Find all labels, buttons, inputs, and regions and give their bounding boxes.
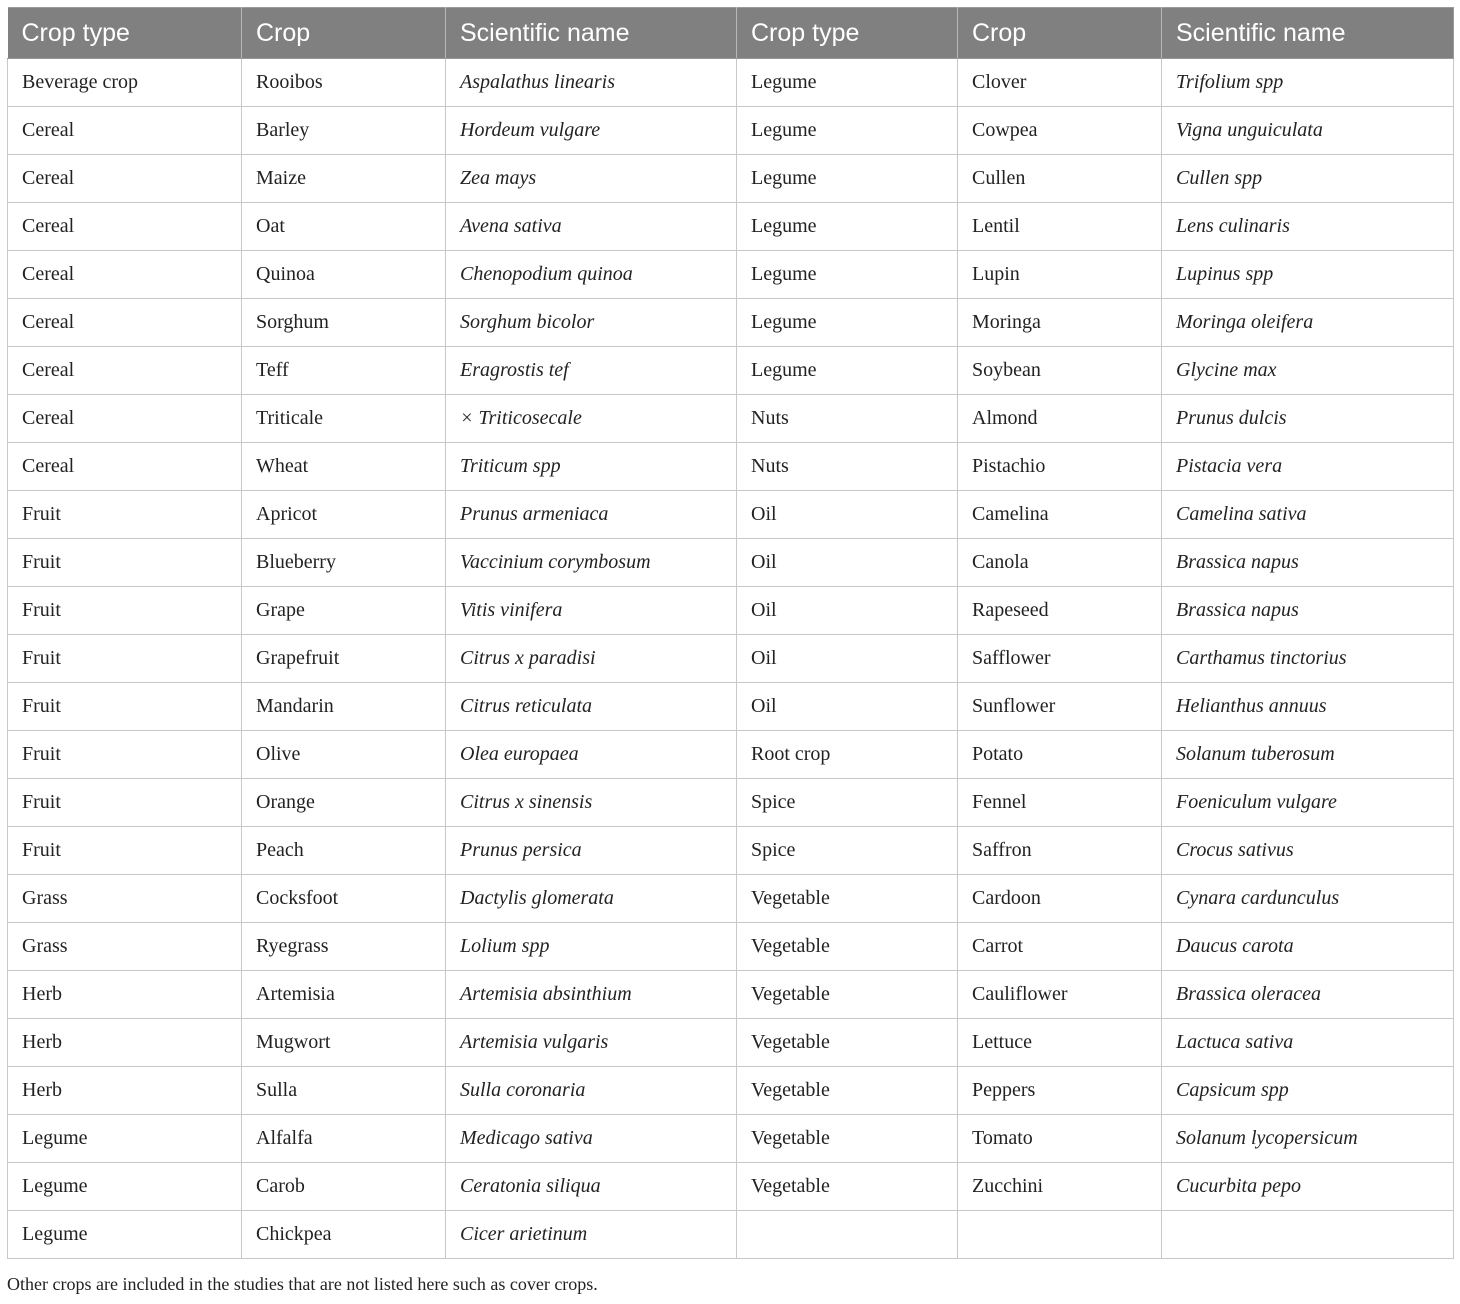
scientific-name-cell: Vigna unguiculata	[1162, 107, 1454, 155]
crop-cell: Blueberry	[242, 539, 446, 587]
scientific-name-cell: Cucurbita pepo	[1162, 1163, 1454, 1211]
table-row	[8, 971, 1454, 1019]
table-row	[8, 155, 1454, 203]
crop-type-cell: Fruit	[8, 827, 242, 875]
table-row	[8, 1115, 1454, 1163]
scientific-name-cell: Crocus sativus	[1162, 827, 1454, 875]
crop-cell: Cardoon	[958, 875, 1162, 923]
scientific-name-cell: Cynara cardunculus	[1162, 875, 1454, 923]
crop-type-cell: Oil	[737, 683, 958, 731]
scientific-name-cell: Solanum lycopersicum	[1162, 1115, 1454, 1163]
crop-type-cell: Cereal	[8, 443, 242, 491]
crop-type-cell: Grass	[8, 875, 242, 923]
table-row	[8, 683, 1454, 731]
header-crop-type: Crop type	[8, 8, 242, 59]
header-crop: Crop	[242, 8, 446, 59]
table-row	[8, 875, 1454, 923]
crop-cell: Lettuce	[958, 1019, 1162, 1067]
scientific-name-cell: Capsicum spp	[1162, 1067, 1454, 1115]
crop-type-cell: Legume	[737, 155, 958, 203]
crop-cell: Artemisia	[242, 971, 446, 1019]
crop-cell: Cauliflower	[958, 971, 1162, 1019]
crop-type-cell: Vegetable	[737, 971, 958, 1019]
crop-cell: Carrot	[958, 923, 1162, 971]
crop-type-cell	[737, 1211, 958, 1259]
crop-cell: Rapeseed	[958, 587, 1162, 635]
scientific-name-cell: Chenopodium quinoa	[446, 251, 737, 299]
crop-cell: Pistachio	[958, 443, 1162, 491]
scientific-name-cell: Prunus persica	[446, 827, 737, 875]
crop-type-cell: Cereal	[8, 107, 242, 155]
crop-cell: Barley	[242, 107, 446, 155]
crop-type-cell: Fruit	[8, 539, 242, 587]
crop-cell: Lentil	[958, 203, 1162, 251]
crop-cell: Quinoa	[242, 251, 446, 299]
crop-type-cell: Cereal	[8, 155, 242, 203]
crop-cell: Cullen	[958, 155, 1162, 203]
scientific-name-cell: Eragrostis tef	[446, 347, 737, 395]
header-row	[8, 8, 1454, 59]
crop-type-cell: Vegetable	[737, 923, 958, 971]
table-footnote: Other crops are included in the studies that are not listed here such as cover crops.	[7, 1274, 598, 1294]
crop-cell: Almond	[958, 395, 1162, 443]
crop-cell: Orange	[242, 779, 446, 827]
crop-type-cell: Legume	[737, 59, 958, 107]
crop-type-cell: Oil	[737, 635, 958, 683]
crop-type-cell: Legume	[8, 1163, 242, 1211]
crop-cell: Mandarin	[242, 683, 446, 731]
crop-cell: Oat	[242, 203, 446, 251]
table-row	[8, 923, 1454, 971]
crop-type-cell: Legume	[737, 299, 958, 347]
table-row	[8, 347, 1454, 395]
crop-cell: Canola	[958, 539, 1162, 587]
crop-cell: Mugwort	[242, 1019, 446, 1067]
crop-type-cell: Fruit	[8, 491, 242, 539]
crop-cell: Cocksfoot	[242, 875, 446, 923]
scientific-name-cell: Pistacia vera	[1162, 443, 1454, 491]
scientific-name-cell: Vaccinium corymbosum	[446, 539, 737, 587]
crop-cell: Sorghum	[242, 299, 446, 347]
scientific-name-cell: Prunus armeniaca	[446, 491, 737, 539]
crop-cell: Zucchini	[958, 1163, 1162, 1211]
crop-cell: Clover	[958, 59, 1162, 107]
scientific-name-cell: Lupinus spp	[1162, 251, 1454, 299]
crop-type-cell: Fruit	[8, 587, 242, 635]
scientific-name-cell: Brassica oleracea	[1162, 971, 1454, 1019]
crop-type-cell: Vegetable	[737, 1067, 958, 1115]
scientific-name-cell: Olea europaea	[446, 731, 737, 779]
crop-type-cell: Fruit	[8, 683, 242, 731]
table-row	[8, 1067, 1454, 1115]
crop-cell: Maize	[242, 155, 446, 203]
scientific-name-cell: Prunus dulcis	[1162, 395, 1454, 443]
crop-cell: Ryegrass	[242, 923, 446, 971]
crop-type-cell: Spice	[737, 827, 958, 875]
table-row	[8, 1211, 1454, 1259]
crop-cell: Peach	[242, 827, 446, 875]
scientific-name-cell: Helianthus annuus	[1162, 683, 1454, 731]
table-row	[8, 395, 1454, 443]
crop-cell: Saffron	[958, 827, 1162, 875]
scientific-name-cell: Vitis vinifera	[446, 587, 737, 635]
header-crop-2: Crop	[958, 8, 1162, 59]
crop-type-cell: Cereal	[8, 203, 242, 251]
scientific-name-cell: Citrus reticulata	[446, 683, 737, 731]
crop-type-cell: Fruit	[8, 731, 242, 779]
crop-type-cell: Legume	[737, 251, 958, 299]
scientific-name-cell: Lolium spp	[446, 923, 737, 971]
crop-cell: Camelina	[958, 491, 1162, 539]
table-row	[8, 587, 1454, 635]
scientific-name-cell: × Triticosecale	[446, 395, 737, 443]
table-row	[8, 539, 1454, 587]
crop-cell: Carob	[242, 1163, 446, 1211]
scientific-name-cell: Artemisia absinthium	[446, 971, 737, 1019]
crop-cell: Chickpea	[242, 1211, 446, 1259]
scientific-name-cell: Citrus x paradisi	[446, 635, 737, 683]
crop-type-cell: Oil	[737, 587, 958, 635]
table-row	[8, 443, 1454, 491]
table-row	[8, 731, 1454, 779]
scientific-name-cell: Zea mays	[446, 155, 737, 203]
crop-type-cell: Root crop	[737, 731, 958, 779]
scientific-name-cell: Moringa oleifera	[1162, 299, 1454, 347]
scientific-name-cell: Dactylis glomerata	[446, 875, 737, 923]
crop-cell: Cowpea	[958, 107, 1162, 155]
scientific-name-cell: Hordeum vulgare	[446, 107, 737, 155]
scientific-name-cell: Camelina sativa	[1162, 491, 1454, 539]
scientific-name-cell	[1162, 1211, 1454, 1259]
crop-cell: Sulla	[242, 1067, 446, 1115]
scientific-name-cell: Glycine max	[1162, 347, 1454, 395]
crop-type-cell: Fruit	[8, 635, 242, 683]
crop-cell: Moringa	[958, 299, 1162, 347]
crop-cell: Teff	[242, 347, 446, 395]
scientific-name-cell: Solanum tuberosum	[1162, 731, 1454, 779]
scientific-name-cell: Carthamus tinctorius	[1162, 635, 1454, 683]
crop-type-cell: Cereal	[8, 251, 242, 299]
crop-cell: Safflower	[958, 635, 1162, 683]
crop-cell	[958, 1211, 1162, 1259]
table-row	[8, 491, 1454, 539]
table-row	[8, 203, 1454, 251]
crop-cell: Wheat	[242, 443, 446, 491]
crop-cell: Peppers	[958, 1067, 1162, 1115]
crop-type-cell: Grass	[8, 923, 242, 971]
crop-cell: Grape	[242, 587, 446, 635]
crop-cell: Alfalfa	[242, 1115, 446, 1163]
header-crop-type-2: Crop type	[737, 8, 958, 59]
crop-type-cell: Fruit	[8, 779, 242, 827]
crop-type-cell: Cereal	[8, 299, 242, 347]
scientific-name-cell: Brassica napus	[1162, 539, 1454, 587]
scientific-name-cell: Aspalathus linearis	[446, 59, 737, 107]
scientific-name-cell: Brassica napus	[1162, 587, 1454, 635]
scientific-name-cell: Lactuca sativa	[1162, 1019, 1454, 1067]
crop-type-cell: Vegetable	[737, 1115, 958, 1163]
crop-cell: Tomato	[958, 1115, 1162, 1163]
crop-type-cell: Vegetable	[737, 1019, 958, 1067]
crop-cell: Triticale	[242, 395, 446, 443]
crop-cell: Olive	[242, 731, 446, 779]
table-row	[8, 107, 1454, 155]
crop-cell: Sunflower	[958, 683, 1162, 731]
scientific-name-cell: Foeniculum vulgare	[1162, 779, 1454, 827]
crop-cell: Soybean	[958, 347, 1162, 395]
scientific-name-cell: Trifolium spp	[1162, 59, 1454, 107]
scientific-name-cell: Lens culinaris	[1162, 203, 1454, 251]
table-body	[8, 59, 1454, 1259]
header-scientific-name: Scientific name	[446, 8, 737, 59]
table-row	[8, 299, 1454, 347]
crop-type-cell: Legume	[8, 1115, 242, 1163]
scientific-name-cell: Citrus x sinensis	[446, 779, 737, 827]
crop-type-cell: Legume	[737, 107, 958, 155]
scientific-name-cell: Avena sativa	[446, 203, 737, 251]
table-row	[8, 251, 1454, 299]
scientific-name-cell: Sulla coronaria	[446, 1067, 737, 1115]
crop-cell: Grapefruit	[242, 635, 446, 683]
crop-cell: Lupin	[958, 251, 1162, 299]
table-row	[8, 59, 1454, 107]
crop-type-cell: Oil	[737, 539, 958, 587]
table-row	[8, 1019, 1454, 1067]
header-scientific-name-2: Scientific name	[1162, 8, 1454, 59]
crop-cell: Apricot	[242, 491, 446, 539]
crop-type-cell: Oil	[737, 491, 958, 539]
scientific-name-cell: Sorghum bicolor	[446, 299, 737, 347]
scientific-name-cell: Artemisia vulgaris	[446, 1019, 737, 1067]
crop-type-cell: Vegetable	[737, 875, 958, 923]
crop-type-cell: Beverage crop	[8, 59, 242, 107]
crop-type-cell: Legume	[737, 203, 958, 251]
crop-type-cell: Cereal	[8, 395, 242, 443]
crop-type-cell: Legume	[8, 1211, 242, 1259]
crop-type-cell: Spice	[737, 779, 958, 827]
scientific-name-cell: Ceratonia siliqua	[446, 1163, 737, 1211]
crop-cell: Potato	[958, 731, 1162, 779]
table-row	[8, 827, 1454, 875]
table-row	[8, 1163, 1454, 1211]
crop-type-cell: Herb	[8, 1019, 242, 1067]
crop-type-cell: Nuts	[737, 395, 958, 443]
crop-type-cell: Herb	[8, 971, 242, 1019]
crop-cell: Fennel	[958, 779, 1162, 827]
crop-table	[7, 7, 1454, 1259]
scientific-name-cell: Cullen spp	[1162, 155, 1454, 203]
scientific-name-cell: Medicago sativa	[446, 1115, 737, 1163]
crop-type-cell: Nuts	[737, 443, 958, 491]
table-row	[8, 635, 1454, 683]
crop-type-cell: Vegetable	[737, 1163, 958, 1211]
table-row	[8, 779, 1454, 827]
scientific-name-cell: Triticum spp	[446, 443, 737, 491]
scientific-name-cell: Daucus carota	[1162, 923, 1454, 971]
scientific-name-cell: Cicer arietinum	[446, 1211, 737, 1259]
crop-cell: Rooibos	[242, 59, 446, 107]
crop-type-cell: Legume	[737, 347, 958, 395]
crop-type-cell: Herb	[8, 1067, 242, 1115]
crop-type-cell: Cereal	[8, 347, 242, 395]
